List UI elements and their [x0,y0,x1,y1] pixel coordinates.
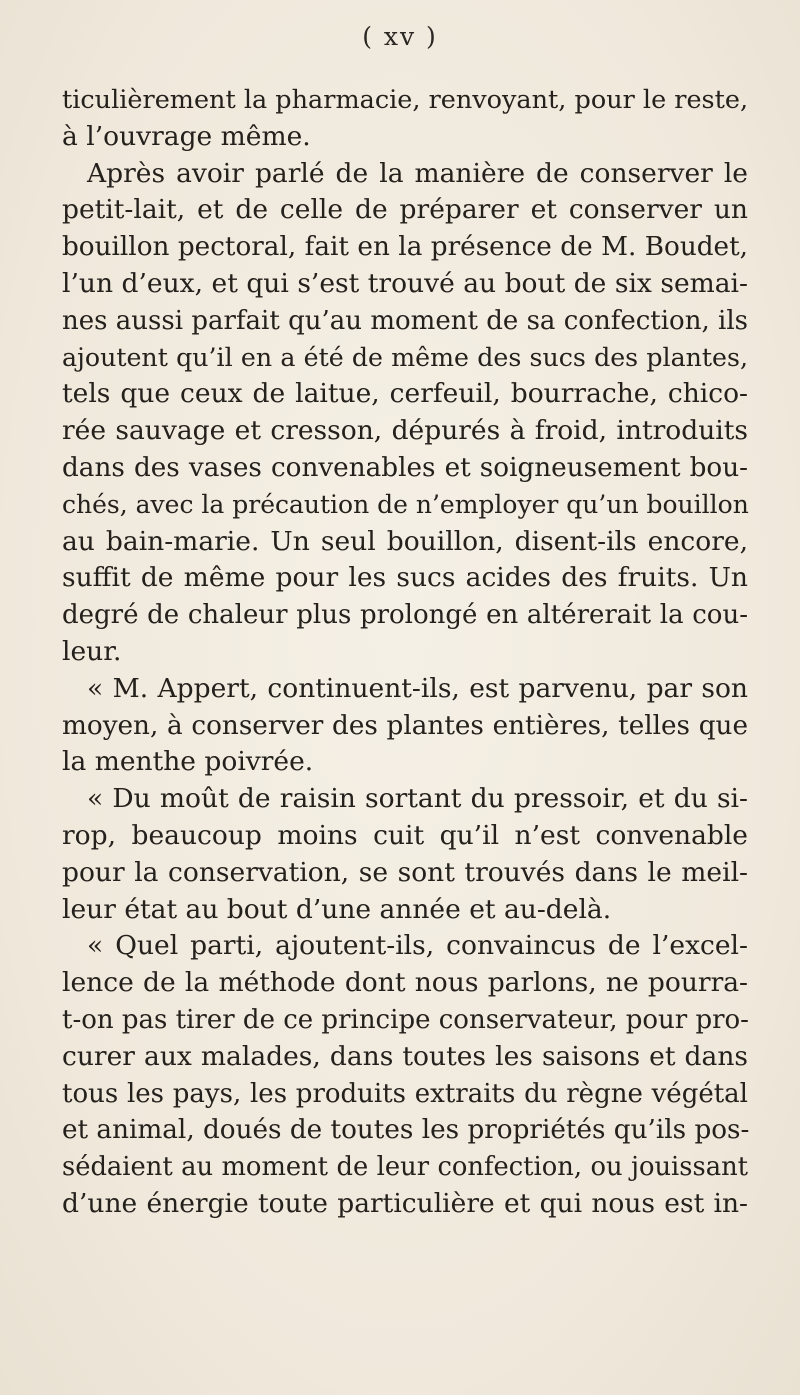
text-line: dans des vases convenables et soigneusement bou- [62,452,748,483]
text-line: tous les pays, les produits extraits du règne végétal [62,1078,748,1109]
text-line: suffit de même pour les sucs acides des fruits. Un [62,562,748,594]
text-line: « M. Appert, continuent-ils, est parvenu, par son [87,672,748,704]
text-line: t-on pas tirer de ce principe conservateur, pour pro- [62,1004,749,1035]
text-line: lence de la méthode dont nous parlons, ne pourra- [62,967,748,999]
page-number: ( xv ) [362,22,438,51]
text-line: sédaient au moment de leur confection, ou jouissant [62,1152,748,1183]
text-line: moyen, à conserver des plantes entières, telles que [62,710,748,741]
text-line: nes aussi parfait qu’au moment de sa confection, ils [62,305,748,336]
text-line: et animal, doués de toutes les propriétés qu’ils pos- [62,1115,750,1146]
text-line: curer aux malades, dans toutes les saisons et dans [62,1040,748,1072]
text-line: la menthe poivrée. [62,746,314,778]
text-line: petit-lait, et de celle de préparer et conserver un [62,194,748,226]
text-line: l’un d’eux, et qui s’est trouvé au bout de six semai- [62,267,748,299]
text-line: « Quel parti, ajoutent-ils, convaincus de l’excel- [87,930,748,962]
text-line: leur état au bout d’une année et au-delà. [62,893,612,925]
text-line: degré de chaleur plus prolongé en altérerait la cou- [62,600,748,631]
text-line: leur. [62,635,122,667]
text-line: pour la conservation, se sont trouvés dans le meil- [62,856,748,888]
text-line: « Du moût de raisin sortant du pressoir, et du si- [87,783,748,815]
text-line: tels que ceux de laitue, cerfeuil, bourrache, chico- [62,378,748,410]
text-line: Après avoir parlé de la manière de conserver le [87,157,748,189]
text-line: au bain-marie. Un seul bouillon, disent-ils encore, [62,525,748,557]
text-line: à l’ouvrage même. [62,120,311,152]
text-line: ticulièrement la pharmacie, renvoyant, pour le reste, [62,85,749,115]
text-line: ajoutent qu’il en a été de même des sucs des plantes, [62,342,748,372]
text-line: bouillon pectoral, fait en la présence de M. Boudet, [62,232,748,263]
text-line: rop, beaucoup moins cuit qu’il n’est convenable [62,819,748,851]
text-line: rée sauvage et cresson, dépurés à froid, introduits [62,415,748,447]
text-line: d’une énergie toute particulière et qui nous est in- [62,1187,748,1219]
body-text [62,82,748,1223]
text-line: chés, avec la précaution de n’employer qu’un bouillon [62,489,749,519]
